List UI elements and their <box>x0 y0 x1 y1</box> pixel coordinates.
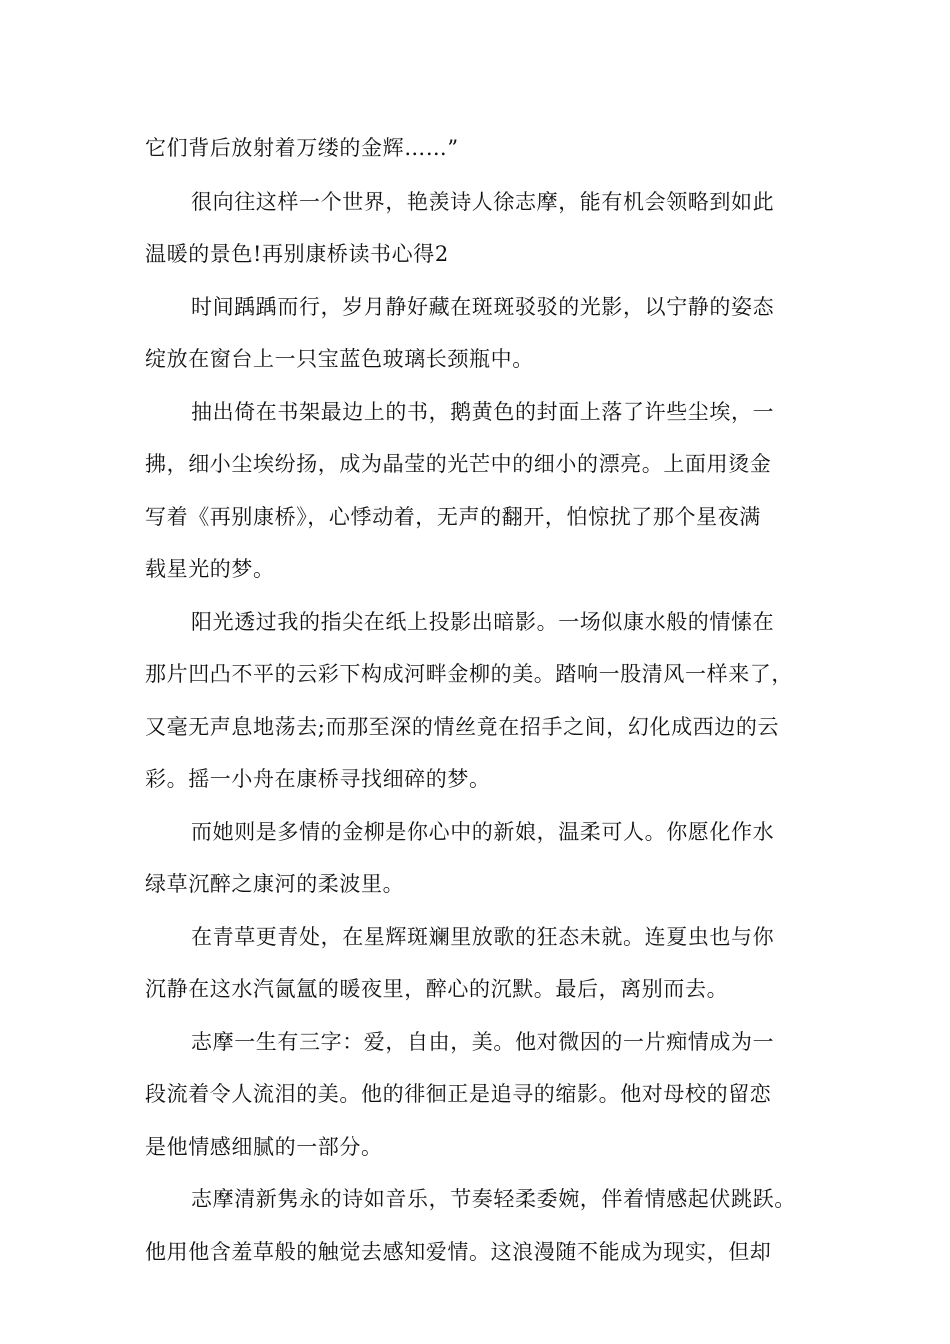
text-line: 彩。摇一小舟在康桥寻找细碎的梦。 <box>145 767 491 791</box>
text-line: 而她则是多情的金柳是你心中的新娘，温柔可人。你愿化作水 <box>191 820 775 844</box>
text-line: 他用他含羞草般的触觉去感知爱情。这浪漫随不能成为现实，但却 <box>145 1240 772 1264</box>
text-line: 拂，细小尘埃纷扬，成为晶莹的光芒中的细小的漂亮。上面用烫金 <box>145 452 772 476</box>
text-line: 绽放在窗台上一只宝蓝色玻璃长颈瓶中。 <box>145 347 534 371</box>
text-line: 段流着令人流泪的美。他的徘徊正是追寻的缩影。他对母校的留恋 <box>145 1082 772 1106</box>
text-line: 在青草更青处，在星辉斑斓里放歌的狂态未就。连夏虫也与你 <box>191 925 775 949</box>
text-line: 写着《再别康桥》，心悸动着，无声的翻开，怕惊扰了那个星夜满 <box>145 505 761 529</box>
text-line: 绿草沉醉之康河的柔波里。 <box>145 872 405 896</box>
text-line: 那片凹凸不平的云彩下构成河畔金柳的美。踏响一股清风一样来了， <box>145 662 793 686</box>
text-line: 沉静在这水汽氤氲的暖夜里，醉心的沉默。最后，离别而去。 <box>145 977 729 1001</box>
text-line: 时间踽踽而行，岁月静好藏在斑斑驳驳的光影，以宁静的姿态 <box>191 295 775 319</box>
text-line: 温暖的景色!再别康桥读书心得2 <box>145 242 449 266</box>
text-line: 是他情感细腻的一部分。 <box>145 1135 383 1159</box>
text-line: 阳光透过我的指尖在纸上投影出暗影。一场似康水般的情愫在 <box>191 610 775 634</box>
text-line: 志摩清新隽永的诗如音乐，节奏轻柔委婉，伴着情感起伏跳跃。 <box>191 1187 796 1211</box>
text-line: 抽出倚在书架最边上的书，鹅黄色的封面上落了许些尘埃，一 <box>191 400 775 424</box>
text-line: 载星光的梦。 <box>145 557 275 581</box>
text-line: 它们背后放射着万缕的金辉……” <box>145 136 459 160</box>
text-line: 很向往这样一个世界，艳羡诗人徐志摩，能有机会领略到如此 <box>191 190 775 214</box>
text-line: 志摩一生有三字：爱，自由，美。他对微因的一片痴情成为一 <box>191 1030 775 1054</box>
text-line: 又毫无声息地荡去;而那至深的情丝竟在招手之间，幻化成西边的云 <box>145 715 780 739</box>
